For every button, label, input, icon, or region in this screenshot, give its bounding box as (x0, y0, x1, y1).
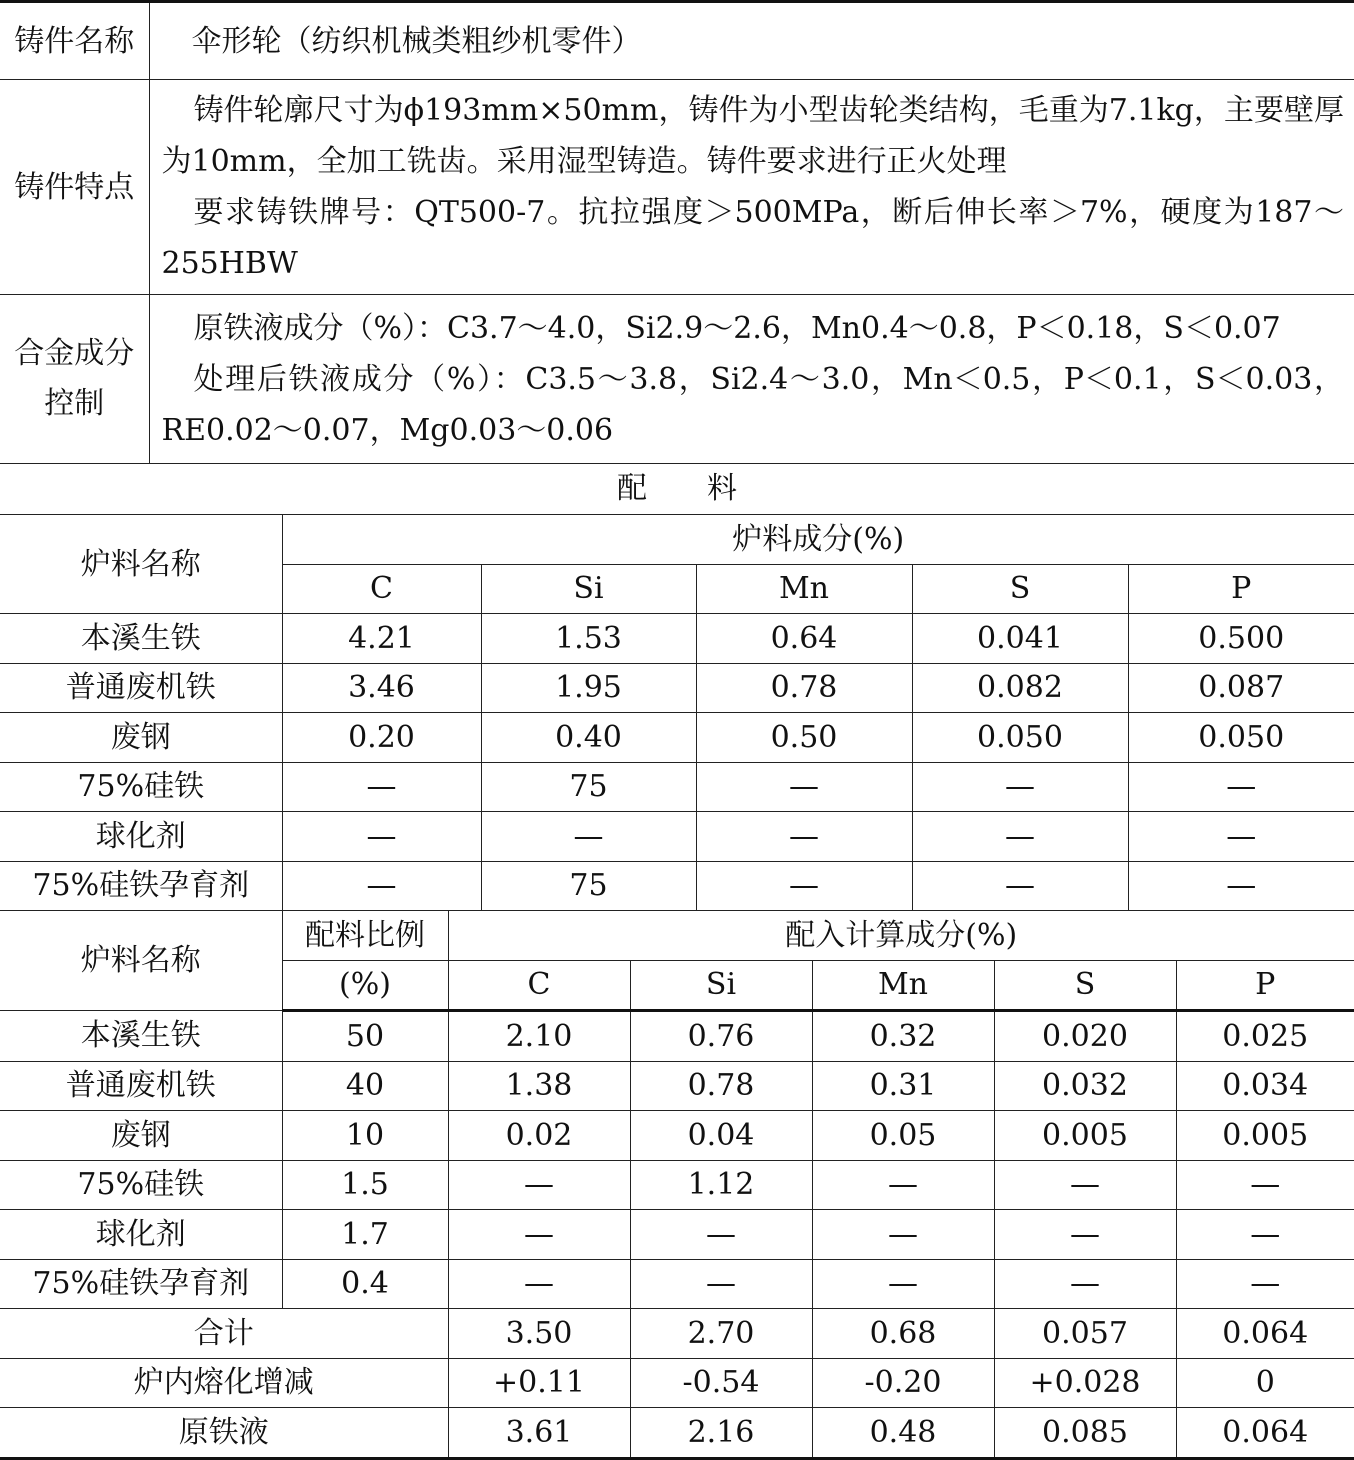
charge-value-cell: 0.20 (282, 713, 481, 763)
casting-info-table (0, 0, 1354, 464)
charge-value-cell: 0.64 (696, 614, 912, 664)
calc-summary-value: -0.20 (812, 1358, 994, 1408)
alloy-control-row (0, 295, 1354, 464)
alloy-control-content (149, 295, 1354, 464)
charge-material-name: 球化剂 (0, 812, 282, 862)
charge-row (0, 713, 1354, 763)
charge-value-cell: — (696, 861, 912, 911)
charge-row (0, 861, 1354, 911)
charge-value-cell: — (696, 762, 912, 812)
charge-value-cell: 0.087 (1128, 663, 1354, 713)
charge-material-name: 75%硅铁 (0, 762, 282, 812)
charge-group-header: 炉料成分(%) (282, 515, 1354, 564)
calc-col-header: P (1176, 960, 1354, 1011)
calc-value-cell: 0.78 (630, 1061, 812, 1111)
calc-ratio-header-2: (%) (282, 960, 448, 1011)
charge-name-header: 炉料名称 (0, 515, 282, 614)
alloy-label-line-1: 合金成分 (14, 336, 135, 371)
charge-value-cell: 4.21 (282, 614, 481, 664)
calc-row (0, 1111, 1354, 1161)
calc-col-header: Si (630, 960, 812, 1011)
charge-value-cell: 75 (481, 861, 696, 911)
alloy-line-1: 原铁液成分（%）：C3.7～4.0，Si2.9～2.6，Mn0.4～0.8，P＜0.18，S＜0.07 (193, 310, 1281, 346)
calc-summary-value: 0 (1176, 1358, 1354, 1408)
calc-summary-value: -0.54 (630, 1358, 812, 1408)
charge-col-header: P (1128, 564, 1354, 614)
calc-value-cell: 0.05 (812, 1111, 994, 1161)
calc-material-name: 球化剂 (0, 1210, 282, 1260)
calc-value-cell: — (630, 1210, 812, 1260)
calc-summary-value: 0.085 (994, 1408, 1176, 1459)
calc-value-cell: 0.025 (1176, 1011, 1354, 1062)
calc-row (0, 1259, 1354, 1309)
charge-value-cell: 1.95 (481, 663, 696, 713)
calc-ratio-cell: 10 (282, 1111, 448, 1161)
charge-row (0, 614, 1354, 664)
calc-material-name: 普通废机铁 (0, 1061, 282, 1111)
calc-value-cell: 0.04 (630, 1111, 812, 1161)
casting-features-label: 铸件特点 (0, 80, 149, 295)
charge-row (0, 663, 1354, 713)
calc-row (0, 1160, 1354, 1210)
charge-value-cell: 0.050 (1128, 713, 1354, 763)
calc-row (0, 1011, 1354, 1062)
calc-material-name: 废钢 (0, 1111, 282, 1161)
calc-value-cell: 0.005 (994, 1111, 1176, 1161)
charge-value-cell: — (912, 762, 1128, 812)
charge-col-header: S (912, 564, 1128, 614)
calc-value-cell: 0.76 (630, 1011, 812, 1062)
calc-summary-value: 0.48 (812, 1408, 994, 1459)
calc-col-header: S (994, 960, 1176, 1011)
calc-value-cell: — (448, 1259, 630, 1309)
charge-value-cell: — (912, 812, 1128, 862)
calc-summary-value: 0.68 (812, 1309, 994, 1359)
charge-value-cell: — (1128, 812, 1354, 862)
features-line-1: 铸件轮廓尺寸为ϕ193mm×50mm，铸件为小型齿轮类结构，毛重为7.1kg，主要壁厚为10mm，全加工铣齿。采用湿型铸造。铸件要求进行正火处理 (161, 93, 1344, 179)
charge-value-cell: 0.050 (912, 713, 1128, 763)
calc-material-name: 75%硅铁孕育剂 (0, 1259, 282, 1309)
charge-calculation-table (0, 911, 1354, 1460)
charge-value-cell: — (481, 812, 696, 862)
calc-value-cell: — (994, 1259, 1176, 1309)
calc-col-header: C (448, 960, 630, 1011)
charge-material-name: 本溪生铁 (0, 614, 282, 664)
charge-value-cell: 75 (481, 762, 696, 812)
casting-name-row (0, 2, 1354, 80)
calc-ratio-cell: 1.5 (282, 1160, 448, 1210)
calc-summary-row (0, 1408, 1354, 1459)
charge-header-row (0, 515, 1354, 564)
charge-value-cell: 0.500 (1128, 614, 1354, 664)
calc-header-row (0, 911, 1354, 960)
calc-value-cell: — (994, 1160, 1176, 1210)
charge-value-cell: — (282, 861, 481, 911)
calc-value-cell: 0.32 (812, 1011, 994, 1062)
charge-value-cell: 0.082 (912, 663, 1128, 713)
calc-group-header: 配入计算成分(%) (448, 911, 1354, 960)
charge-value-cell: 0.50 (696, 713, 912, 763)
calc-summary-row (0, 1309, 1354, 1359)
calc-value-cell: — (812, 1210, 994, 1260)
calc-value-cell: — (812, 1160, 994, 1210)
calc-summary-value: 3.61 (448, 1408, 630, 1459)
charge-value-cell: 1.53 (481, 614, 696, 664)
section-title-text: 配料 (617, 471, 797, 506)
calc-summary-value: 0.064 (1176, 1408, 1354, 1459)
calc-value-cell: — (630, 1259, 812, 1309)
calc-row (0, 1210, 1354, 1260)
calc-value-cell: 1.38 (448, 1061, 630, 1111)
charge-composition-table (0, 515, 1354, 911)
charge-value-cell: — (1128, 762, 1354, 812)
calc-summary-value: +0.028 (994, 1358, 1176, 1408)
alloy-label-line-2: 控制 (44, 386, 105, 421)
calc-value-cell: — (448, 1210, 630, 1260)
casting-name-label: 铸件名称 (0, 2, 149, 80)
charge-material-name: 废钢 (0, 713, 282, 763)
charge-row (0, 812, 1354, 862)
charge-value-cell: 0.40 (481, 713, 696, 763)
calc-summary-value: +0.11 (448, 1358, 630, 1408)
calc-summary-value: 2.16 (630, 1408, 812, 1459)
charge-col-header: Mn (696, 564, 912, 614)
calc-material-name: 75%硅铁 (0, 1160, 282, 1210)
charge-value-cell: — (282, 762, 481, 812)
calc-ratio-cell: 40 (282, 1061, 448, 1111)
calc-value-cell: — (1176, 1160, 1354, 1210)
charge-col-header: C (282, 564, 481, 614)
calc-summary-row (0, 1358, 1354, 1408)
charge-material-name: 普通废机铁 (0, 663, 282, 713)
calc-summary-value: 0.057 (994, 1309, 1176, 1359)
calc-value-cell: 0.032 (994, 1061, 1176, 1111)
charge-col-header: Si (481, 564, 696, 614)
calc-value-cell: — (812, 1259, 994, 1309)
calc-value-cell: — (1176, 1259, 1354, 1309)
calc-row (0, 1061, 1354, 1111)
calc-ratio-cell: 0.4 (282, 1259, 448, 1309)
charge-value-cell: — (1128, 861, 1354, 911)
alloy-line-2: 处理后铁液成分（%）：C3.5～3.8，Si2.4～3.0，Mn＜0.5，P＜0.1，S＜0.03，RE0.02～0.07，Mg0.03～0.06 (161, 361, 1344, 448)
charge-material-name: 75%硅铁孕育剂 (0, 861, 282, 911)
calc-summary-label: 炉内熔化增减 (0, 1358, 448, 1408)
calc-summary-value: 2.70 (630, 1309, 812, 1359)
calc-material-name: 本溪生铁 (0, 1011, 282, 1062)
calc-value-cell: 0.02 (448, 1111, 630, 1161)
charge-value-cell: 3.46 (282, 663, 481, 713)
calc-value-cell: 0.034 (1176, 1061, 1354, 1111)
calc-summary-value: 0.064 (1176, 1309, 1354, 1359)
calc-summary-label: 原铁液 (0, 1408, 448, 1459)
charge-row (0, 762, 1354, 812)
features-line-2: 要求铸铁牌号：QT500-7。抗拉强度＞500MPa，断后伸长率＞7%，硬度为187～255HBW (161, 195, 1344, 281)
casting-features-row (0, 80, 1354, 295)
charge-value-cell: — (282, 812, 481, 862)
calc-value-cell: 1.12 (630, 1160, 812, 1210)
calc-summary-value: 3.50 (448, 1309, 630, 1359)
calc-summary-label: 合计 (0, 1309, 448, 1359)
calc-value-cell: 0.005 (1176, 1111, 1354, 1161)
alloy-control-label (0, 295, 149, 464)
casting-features-content (149, 80, 1354, 295)
calc-table-body (0, 1011, 1354, 1459)
calc-ratio-header-1: 配料比例 (282, 911, 448, 960)
calc-name-header: 炉料名称 (0, 911, 282, 1011)
calc-value-cell: 0.31 (812, 1061, 994, 1111)
casting-name-value (149, 2, 1354, 80)
calc-value-cell: 2.10 (448, 1011, 630, 1062)
calc-value-cell: — (448, 1160, 630, 1210)
calc-value-cell: 0.020 (994, 1011, 1176, 1062)
charge-value-cell: 0.78 (696, 663, 912, 713)
section-title (0, 464, 1354, 515)
charge-value-cell: — (696, 812, 912, 862)
calc-col-header: Mn (812, 960, 994, 1011)
calc-value-cell: — (994, 1210, 1176, 1260)
charge-value-cell: 0.041 (912, 614, 1128, 664)
calc-ratio-cell: 50 (282, 1011, 448, 1062)
charge-table-body (0, 614, 1354, 911)
casting-name-text: 伞形轮（纺织机械类粗纱机零件） (191, 23, 642, 59)
calc-ratio-cell: 1.7 (282, 1210, 448, 1260)
calc-value-cell: — (1176, 1210, 1354, 1260)
charge-value-cell: — (912, 861, 1128, 911)
